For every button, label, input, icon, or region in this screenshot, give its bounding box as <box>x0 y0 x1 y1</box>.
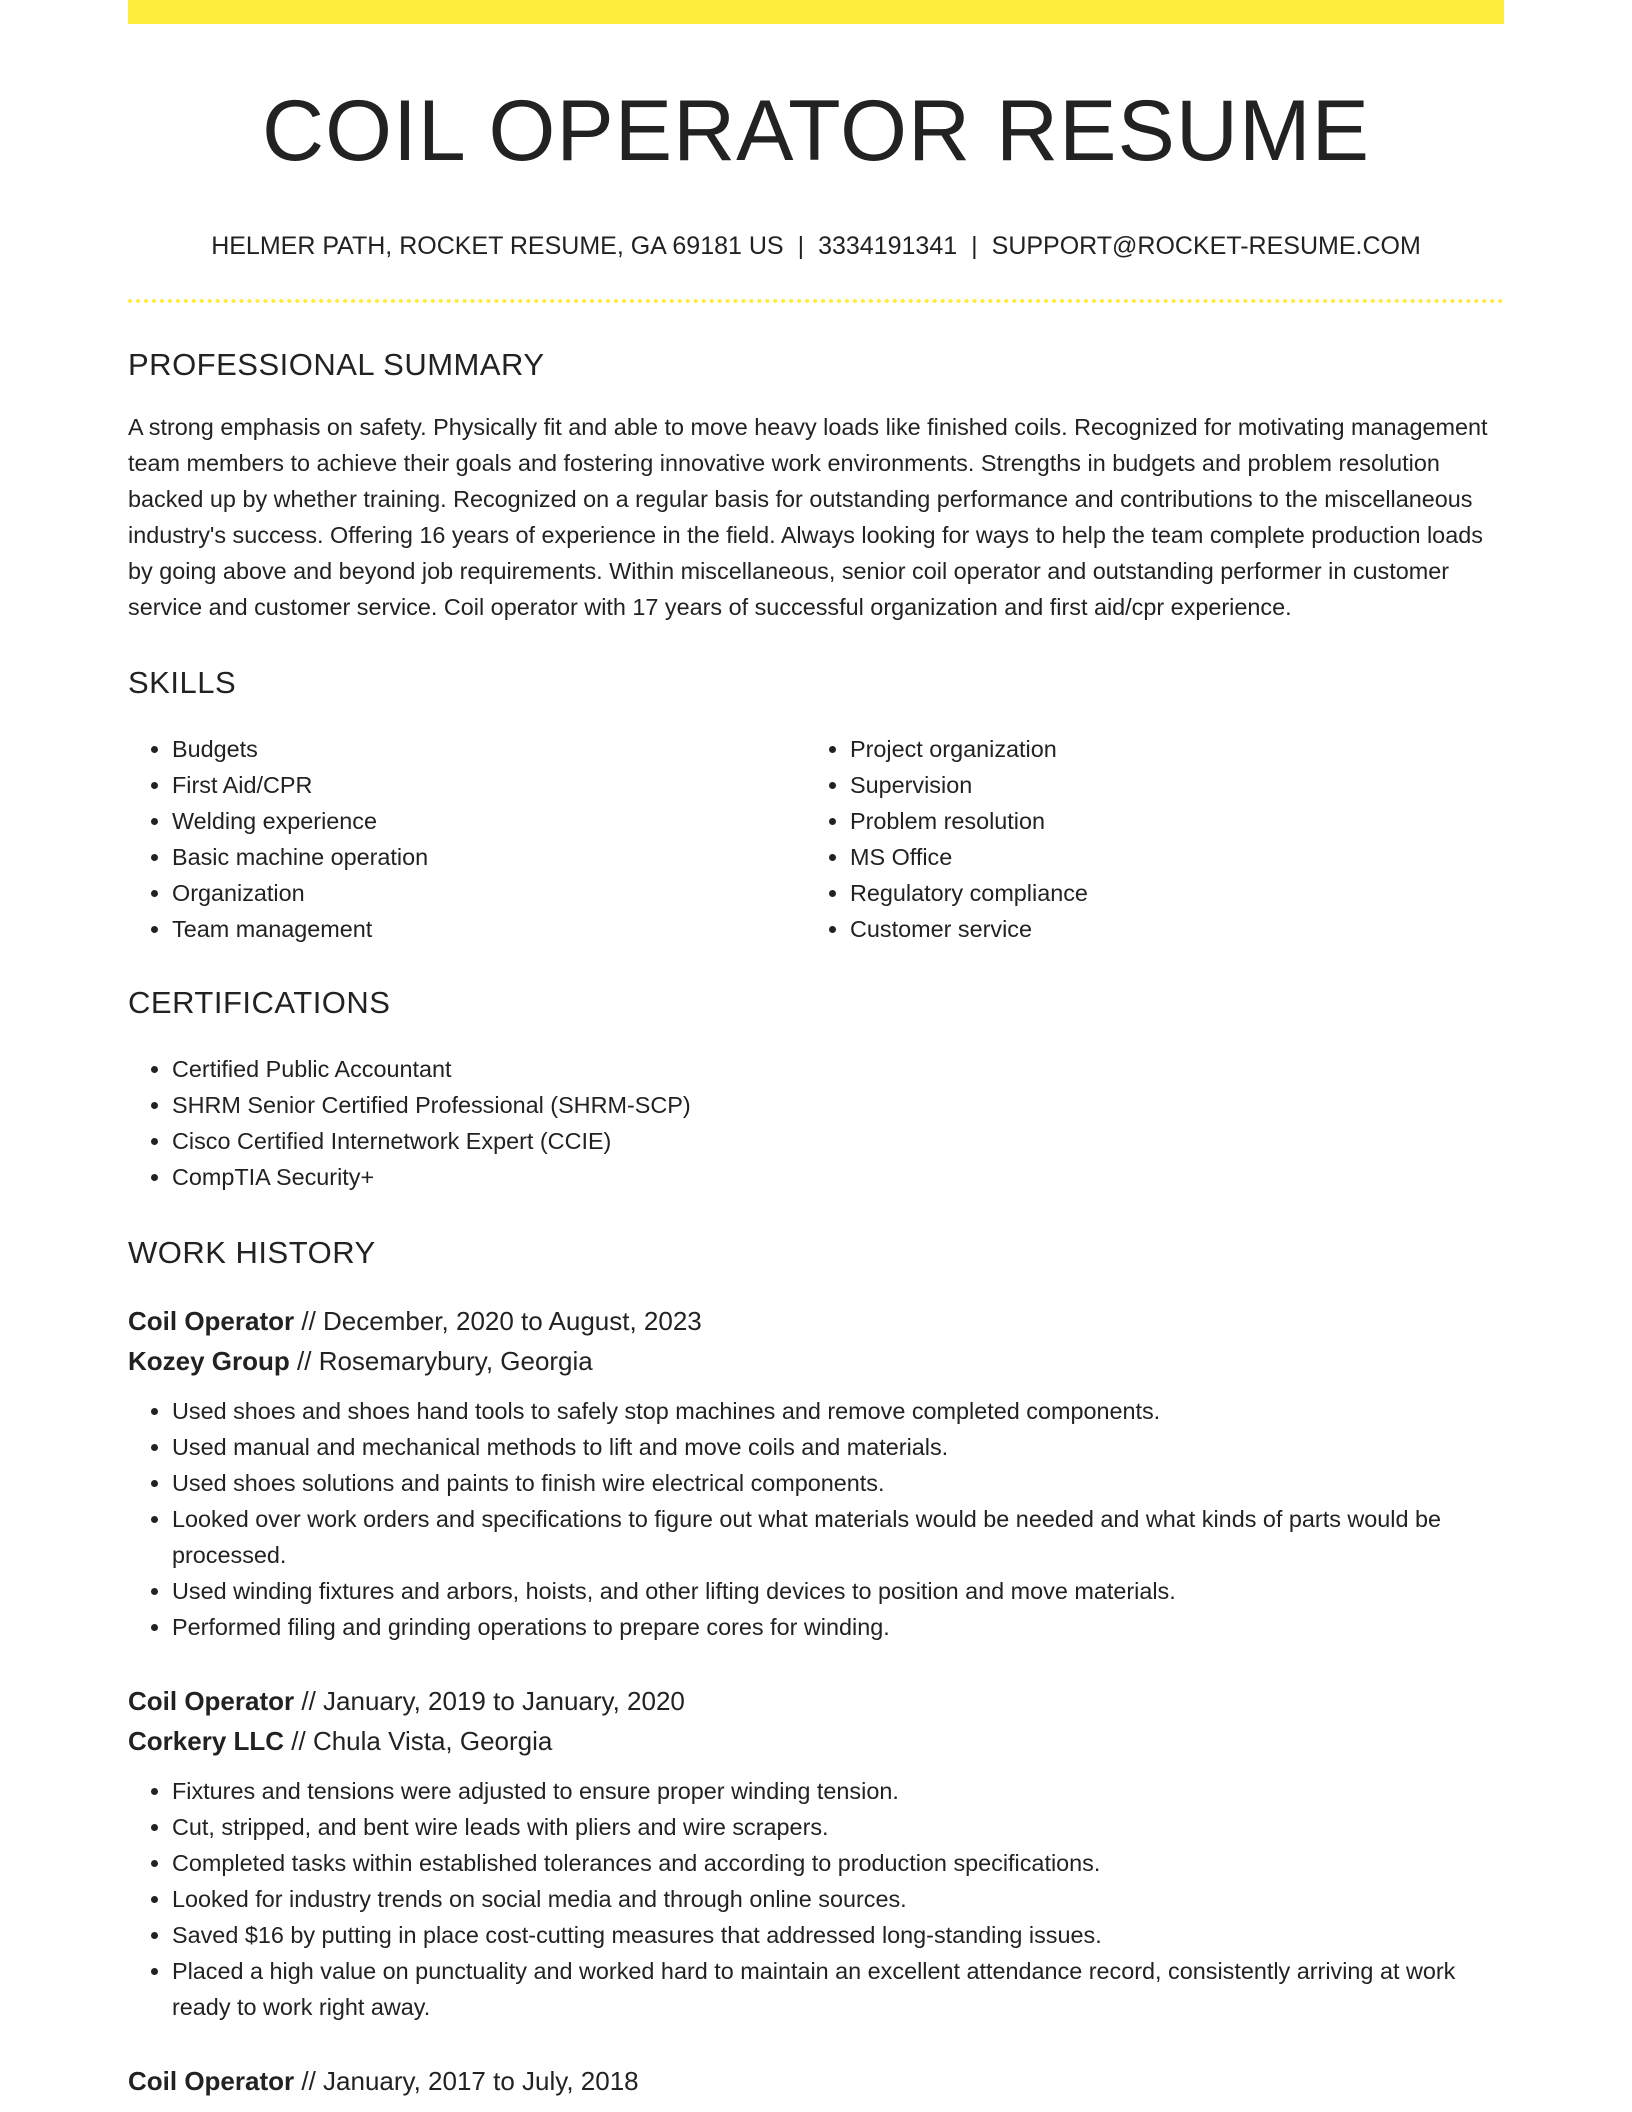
job-title: Coil Operator <box>128 2065 295 2096</box>
job-bullet: • Looked for industry trends on social media and through online sources. <box>172 1881 1504 1917</box>
job-title-line <box>128 2061 1504 2101</box>
job-bullet: • Used winding fixtures and arbors, hoists, and other lifting devices to position and move materials. <box>172 1573 1504 1609</box>
certification-item: • CompTIA Security+ <box>172 1159 1504 1195</box>
summary-text: A strong emphasis on safety. Physically fit and able to move heavy loads like finished coils. Recognized for motivating management team members to achieve their goals and fostering innovative work environments. Strengths in budgets and problem resolution backed up by whether training. Recognized on a regular basis for outstanding performance and contributions to the miscellaneous industry's success. Offering 16 years of experience in the field. Always looking for ways to help the team complete production loads by going above and beyond job requirements. Within miscellaneous, senior coil operator and outstanding performer in customer service and customer service. Coil operator with 17 years of successful organization and first aid/cpr experience. <box>128 413 1488 620</box>
skill-item: • Problem resolution <box>850 803 1484 839</box>
skills-left-column <box>128 731 806 947</box>
job-bullet: • Used shoes and shoes hand tools to safely stop machines and remove completed components. <box>172 1393 1504 1429</box>
skill-item: • MS Office <box>850 839 1484 875</box>
dotted-divider <box>128 299 1504 303</box>
certification-item: • SHRM Senior Certified Professional (SHRM-SCP) <box>172 1087 1504 1123</box>
skills-grid <box>128 731 1504 947</box>
job-bullet: • Performed filing and grinding operations to prepare cores for winding. <box>172 1609 1504 1645</box>
job-title: Coil Operator <box>128 1685 295 1716</box>
contact-address: HELMER PATH, ROCKET RESUME, GA 69181 US <box>211 231 784 260</box>
job-bullet-list <box>128 1773 1504 2025</box>
job-bullet: • Fixtures and tensions were adjusted to ensure proper winding tension. <box>172 1773 1504 1809</box>
contact-line <box>128 231 1504 261</box>
job-dates: // January, 2019 to January, 2020 <box>294 1685 685 1716</box>
job-dates: // January, 2017 to July, 2018 <box>294 2065 639 2096</box>
job-bullet-list <box>128 1393 1504 1645</box>
job-location: // Chula Vista, Georgia <box>284 1725 553 1756</box>
job-bullet: • Cut, stripped, and bent wire leads with pliers and wire scrapers. <box>172 1809 1504 1845</box>
skill-item: • Team management <box>172 911 806 947</box>
summary-heading: PROFESSIONAL SUMMARY <box>128 346 545 382</box>
certification-item: • Certified Public Accountant <box>172 1051 1504 1087</box>
skill-item: • Supervision <box>850 767 1484 803</box>
skill-item: • Regulatory compliance <box>850 875 1484 911</box>
skill-item: • Basic machine operation <box>172 839 806 875</box>
job-bullet: • Used manual and mechanical methods to lift and move coils and materials. <box>172 1429 1504 1465</box>
contact-phone: 3334191341 <box>818 231 958 260</box>
job-title-line <box>128 1301 1504 1341</box>
certification-item: • Cisco Certified Internetwork Expert (CCIE) <box>172 1123 1504 1159</box>
job-bullet: • Looked over work orders and specifications to figure out what materials would be needed and what kinds of parts would be processed. <box>172 1501 1504 1573</box>
job-entry <box>128 2061 1504 2101</box>
job-title-line <box>128 1681 1504 1721</box>
work-history-heading: WORK HISTORY <box>128 1234 376 1270</box>
skill-item: • Organization <box>172 875 806 911</box>
resume-page <box>128 0 1504 2101</box>
contact-separator: | <box>797 231 805 260</box>
job-dates: // December, 2020 to August, 2023 <box>294 1305 702 1336</box>
resume-title: COIL OPERATOR RESUME <box>262 83 1370 179</box>
job-title: Coil Operator <box>128 1305 295 1336</box>
skill-item: • Budgets <box>172 731 806 767</box>
job-bullet: • Completed tasks within established tolerances and according to production specifications. <box>172 1845 1504 1881</box>
skill-item: • Customer service <box>850 911 1484 947</box>
job-company-line <box>128 1721 1504 1761</box>
contact-separator: | <box>971 231 978 260</box>
job-bullet: • Used shoes solutions and paints to finish wire electrical components. <box>172 1465 1504 1501</box>
job-entry <box>128 1681 1504 2025</box>
skill-item: • First Aid/CPR <box>172 767 806 803</box>
skill-item: • Project organization <box>850 731 1484 767</box>
job-entry <box>128 1301 1504 1645</box>
job-location: // Rosemarybury, Georgia <box>289 1345 593 1376</box>
job-company: Corkery LLC <box>128 1725 285 1756</box>
job-bullet: • Saved $16 by putting in place cost-cutting measures that addressed long-standing issues. <box>172 1917 1504 1953</box>
skills-heading: SKILLS <box>128 664 237 700</box>
job-company-line <box>128 1341 1504 1381</box>
accent-bar <box>128 0 1504 24</box>
skill-item: • Welding experience <box>172 803 806 839</box>
certifications-list <box>128 1051 1504 1195</box>
skills-right-column <box>806 731 1484 947</box>
contact-email: SUPPORT@ROCKET-RESUME.COM <box>991 231 1421 260</box>
certifications-heading: CERTIFICATIONS <box>128 984 391 1020</box>
job-company: Kozey Group <box>128 1345 290 1376</box>
job-bullet: • Placed a high value on punctuality and worked hard to maintain an excellent attendance record, consistently arriving at work ready to work right away. <box>172 1953 1504 2025</box>
